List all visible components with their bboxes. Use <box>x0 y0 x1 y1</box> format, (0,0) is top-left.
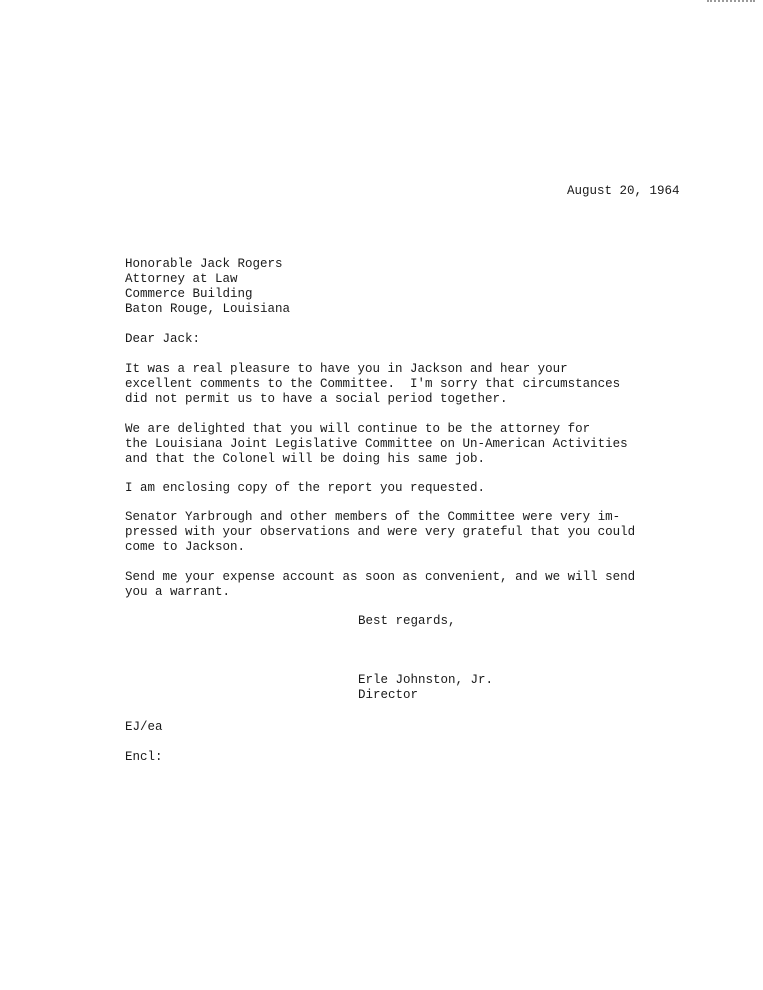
scan-edge-marks <box>707 0 755 6</box>
typist-initials: EJ/ea <box>125 720 163 734</box>
paragraph-line: you a warrant. <box>125 585 231 599</box>
signature-block <box>358 673 493 703</box>
letter-date: August 20, 1964 <box>567 184 680 198</box>
paragraph-line: Send me your expense account as soon as convenient, and we will send <box>125 570 636 584</box>
paragraph-line: the Louisiana Joint Legislative Committee on Un-American Activities <box>125 437 628 451</box>
paragraph-line: We are delighted that you will continue to be the attorney for <box>125 422 591 436</box>
body-paragraph-2 <box>125 422 628 467</box>
recipient-line: Attorney at Law <box>125 272 238 286</box>
recipient-address <box>125 257 290 317</box>
paragraph-line: excellent comments to the Committee. I'm sorry that circumstances <box>125 377 621 391</box>
paragraph-line: and that the Colonel will be doing his same job. <box>125 452 486 466</box>
salutation: Dear Jack: <box>125 332 201 346</box>
closing: Best regards, <box>358 614 456 628</box>
paragraph-line: It was a real pleasure to have you in Jackson and hear your <box>125 362 568 376</box>
body-paragraph-4 <box>125 510 635 555</box>
body-paragraph-5 <box>125 570 635 600</box>
paragraph-line: did not permit us to have a social period together. <box>125 392 508 406</box>
enclosure-note: Encl: <box>125 750 163 764</box>
signer-name: Erle Johnston, Jr. <box>358 673 494 687</box>
recipient-line: Commerce Building <box>125 287 253 301</box>
body-paragraph-3 <box>125 481 485 496</box>
recipient-line: Honorable Jack Rogers <box>125 257 283 271</box>
recipient-line: Baton Rouge, Louisiana <box>125 302 291 316</box>
body-paragraph-1 <box>125 362 620 407</box>
paragraph-line: pressed with your observations and were very grateful that you could <box>125 525 636 539</box>
signer-title: Director <box>358 688 419 702</box>
paragraph-line: I am enclosing copy of the report you requested. <box>125 481 486 495</box>
paragraph-line: Senator Yarbrough and other members of the Committee were very im- <box>125 510 621 524</box>
paragraph-line: come to Jackson. <box>125 540 246 554</box>
